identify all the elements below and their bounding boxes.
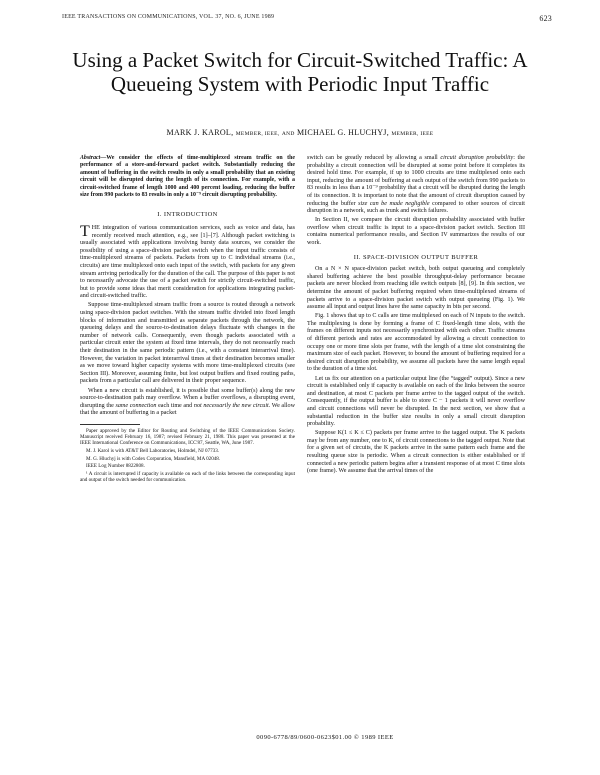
intro-p3-start: When a new circuit is established,	[88, 387, 175, 394]
abstract-label: Abstract	[80, 155, 101, 161]
author-hluchyj-membership: MEMBER, IEEE	[391, 131, 434, 137]
abstract-text: —We consider the effects of time-multiplexed stream traffic on the performance of a store-and-forward packet switch. Substantially reducing the amount of buffering in the switch results in only a small probability that an existing circuit will be disrupted during the length of its connection. For example, with a circuit-switched frame of length 1000 and 400 percent loading, reducing the buffer size from 990 packets to 83 results in only a 10⁻⁹ circuit disrupting probability.	[80, 155, 295, 199]
copyright-line: 0090-6778/89/0600-0623$01.00 © 1989 IEEE	[256, 734, 394, 741]
author-karol: MARK J. KAROL,	[166, 128, 234, 137]
intro-p3-emphasis-1: same connection	[115, 402, 157, 409]
right-p1-mid: : the probability a circuit connection will be disrupted at some point before it completes its desired hold time. For example, if up to 1000 circuits are time multiplexed onto each input, reducing the amount of buffering at each output of the switch from 990 packets to 83 results in less than a 10⁻⁹ probability that a circuit will be disrupted during the length of its connection. It is important to note that the amount of circuit disruption caused by reducing the buffer	[307, 155, 526, 207]
section2-paragraph-2: Fig. 1 shows that up to C calls are time multiplexed on each of N inputs to the switch. The multiplexing is done by forming a frame of C fixed-length time slots, with the frames on different inputs not necessarily synchronized with each other. Traffic streams of different periods and rates are accommodated by allowing a circuit connection to occupy one or more time slots per frame, with the length of a time slot constraining the maximum size of each packet. However, to bound the amount of buffering required for a desired circuit disruption probability, we assume all packets have the same length equal to the duration of a time slot.	[307, 313, 525, 373]
intro-p3-end: . We allow that the amount of buffering in a packet	[80, 402, 295, 417]
footnote-manuscript: Paper approved by the Editor for Routing and Switching of the IEEE Communications Society. Manuscript received February 16, 1987; revised February 21, 1988. This paper was presented at the IEEE International Conference on Communications, ICC'87, Seattle, WA, June 1987.	[80, 427, 295, 447]
footnote-log-number: IEEE Log Number 8822808.	[86, 463, 145, 470]
section2-paragraph-4: Suppose K(1 ≤ K ≤ C) packets per frame arrive to the tagged output. The K packets may be from any number, one to K, of circuit connections to the tagged output. Note that for a given set of circuits, the K packets arrive in the same pattern each frame and the resulting queue size is periodic. When a circuit connection is either established or if connected a new periodic pattern begins after a transient response of at most C time slots (one frame). We assume that the arrival times of the	[307, 430, 525, 475]
section-heading-output-buffer: II. SPACE-DIVISION OUTPUT BUFFER	[353, 253, 479, 261]
right-column	[307, 155, 525, 477]
footnote-hluchyj-affiliation: M. G. Hluchyj is with Codex Corporation, Mansfield, MA 02048.	[86, 455, 221, 462]
intro-p3-mid2: each time and	[156, 402, 194, 409]
right-p1-start: switch can be greatly reduced by allowing a small	[307, 155, 441, 161]
footnotes	[80, 428, 295, 484]
footnote-circuit-definition: ¹ A circuit is interrupted if capacity is available on each of the links between the corresponding input and output of the switch needed for communication.	[80, 471, 295, 484]
paper-title: Using a Packet Switch for Circuit-Switched Traffic: A Queueing System with Periodic Input Traffic	[72, 48, 528, 96]
author-karol-membership: MEMBER, IEEE,	[235, 131, 280, 137]
running-head	[62, 14, 552, 23]
right-paragraph-2: In Section II, we compare the circuit disruption probability associated with buffer overflow when circuit traffic is input to a space-division packet switch. Section III contains numerical performance results, and Section IV summarizes the results of our work.	[307, 217, 525, 247]
left-column	[80, 155, 295, 485]
page-number: 623	[539, 14, 552, 23]
intro-paragraph-1-text: HE integration of various communication services, such as voice and data, has recently received much attention, e.g., see [1]–[7]. Although packet switching is usually associated with applications involving bursty data sources, we consider the possibility of using a space-division packet switch when the input traffic consists of time-multiplexed streams of packets. Packets from up to C individual streams (i.e., circuits) are time multiplexed onto each input of the switch, with packets for any given stream arriving periodically for the duration of the call. The purpose of this paper is not to necessarily advocate the use of a packet switch for strictly circuit-switched traffic, but to provide some ideas that merit consideration for applications integrating packet- and circuit-switched traffic.	[80, 225, 295, 300]
intro-p3-mid: it is possible that some buffer(s) along the new source-to-destination path may overflow. When a buffer overflows, a disrupting event, disrupting the	[80, 387, 295, 409]
journal-running-head: IEEE TRANSACTIONS ON COMMUNICATIONS, VOL. 37, NO. 6, JUNE 1989	[62, 14, 275, 20]
intro-paragraph-2: Suppose time-multiplexed stream traffic from a source is routed through a network using space-division packet switches. With the stream traffic divided into fixed length blocks of information and transmitted as separate packets through the network, the queueing delays and the source-to-destination delays fluctuate with changes in the number of network calls. Consequently, even though packets associated with a particular circuit enter the system at fixed time intervals, they do not necessarily reach their destination in the same periodic pattern (i.e., with a constant interarrival time). However, the variation in packet interarrival times at their destination becomes smaller as we move toward higher capacity systems with more time-multiplexed circuits (see Section III). Moreover, assuming finite, but lost output buffers and fixed routing paths, packets from a particular call are delivered in their proper sequence.	[80, 302, 295, 385]
right-p1-emphasis-1: circuit disruption probability	[440, 155, 514, 161]
abstract	[80, 155, 295, 199]
drop-cap: T	[80, 223, 90, 241]
intro-paragraph-3	[80, 388, 295, 418]
author-conjunction: AND	[281, 131, 295, 137]
section2-paragraph-1: On a N × N space-division packet switch, both output queueing and completely shared buffering achieve the best possible throughput-delay performance because packets are never blocked from reaching idle switch outputs [8], [9]. In this section, we determine the amount of packet buffering required when time-multiplexed streams of packets arrive to a space-division packet switch with output queueing (Fig. 1). We assume all input and output lines have the same capacity in bits per second.	[307, 266, 525, 311]
right-p1-end: compared to other sources of circuit disruption in a network, such as trunk and switch failures.	[307, 200, 525, 215]
right-paragraph-1	[307, 155, 525, 216]
footnote-karol-affiliation: M. J. Karol is with AT&T Bell Laboratories, Holmdel, NJ 07733.	[86, 447, 220, 454]
footnote-rule	[80, 424, 140, 425]
right-p1-emphasis-2: size can be made negligible	[358, 200, 430, 207]
section2-paragraph-3: Let us fix our attention on a particular output line (the “tagged” output). Since a new circuit is established only if capacity is available on each of the links between the source and destination, at most C packets per frame arrive to the tagged output of the switch. Consequently, if the output buffer is able to store C − 1 packets it will never overflow and circuit connections will never be disrupted. In the next section, we show that a substantial reduction in the buffer size results in only a small circuit disruption probability.	[307, 375, 525, 428]
intro-p3-emphasis-2: not necessarily the new circuit	[193, 402, 269, 409]
author-hluchyj: MICHAEL G. HLUCHYJ,	[296, 128, 390, 137]
section-heading-introduction: I. INTRODUCTION	[157, 211, 218, 219]
author-line	[80, 128, 520, 137]
intro-paragraph-1	[80, 225, 295, 301]
